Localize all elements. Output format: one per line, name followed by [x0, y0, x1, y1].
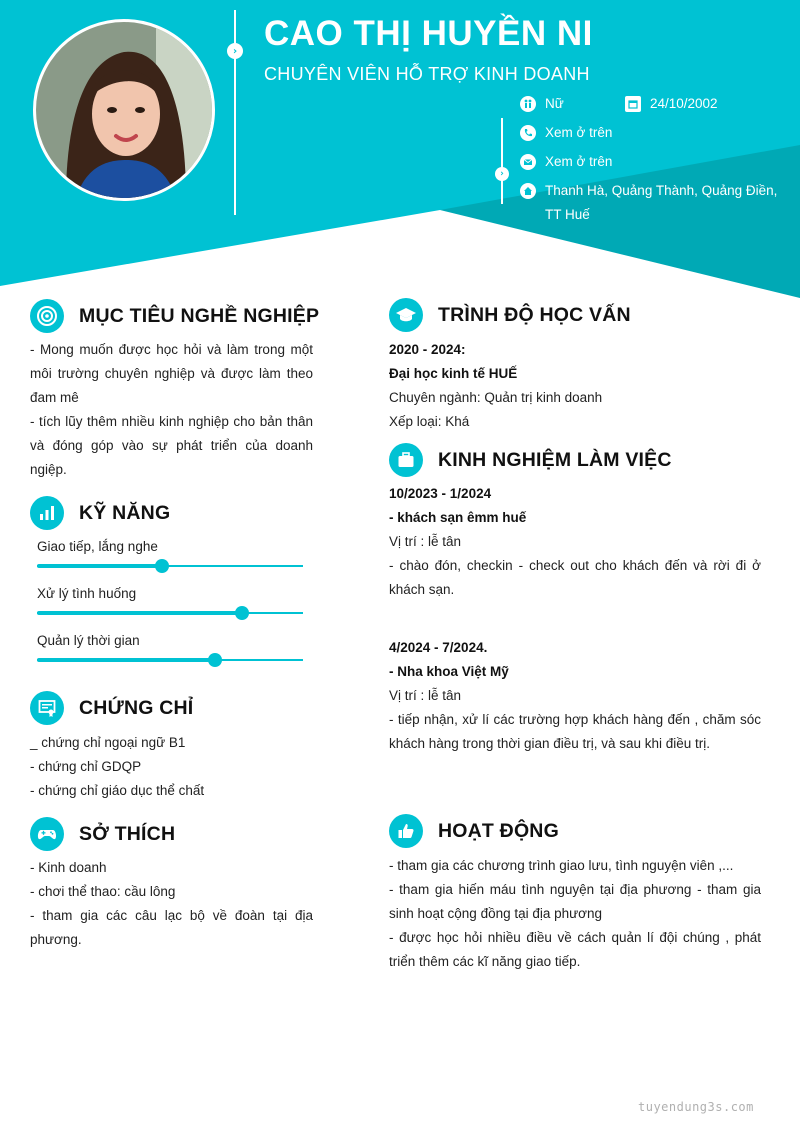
address-line2: TT Huế [545, 207, 590, 222]
activities-section-header [389, 814, 559, 848]
job-period: 10/2023 - 1/2024 [389, 486, 492, 501]
experience-title: KINH NGHIỆM LÀM VIỆC [438, 448, 672, 471]
certificates-text [30, 731, 313, 803]
job-company: - Nha khoa Việt Mỹ [389, 664, 509, 679]
certificates-section-header [30, 691, 193, 725]
skill-fill [37, 564, 162, 568]
skill-item [37, 584, 303, 624]
email-value: Xem ở trên [545, 154, 613, 169]
certificates-title: CHỨNG CHỈ [79, 696, 194, 719]
home-icon [520, 183, 536, 199]
address-line1: Thanh Hà, Quảng Thành, Quảng Điền, [545, 183, 778, 198]
header-divider-line [234, 10, 236, 215]
hobbies-text [30, 856, 313, 952]
email-info [520, 150, 612, 174]
target-icon [30, 299, 64, 333]
skills-section-header [30, 496, 170, 530]
activities-text [389, 854, 761, 974]
bar-chart-icon [30, 496, 64, 530]
phone-info [520, 121, 612, 145]
skill-label: Xử lý tình huống [37, 586, 137, 601]
skill-fill [37, 611, 242, 615]
skill-label: Quản lý thời gian [37, 633, 140, 648]
certificate-icon [30, 691, 64, 725]
job-title: CHUYÊN VIÊN HỖ TRỢ KINH DOANH [264, 64, 590, 84]
gender-icon [520, 96, 536, 112]
skill-knob [208, 653, 222, 667]
job-position: Vị trí : lễ tân [389, 534, 462, 549]
phone-icon [520, 125, 536, 141]
certificate-line: _ chứng chỉ ngoại ngữ B1 [30, 735, 186, 750]
activities-title: HOẠT ĐỘNG [438, 819, 559, 842]
objective-line: - Mong muốn được học hỏi và làm trong một môi trường chuyên nghiệp và được làm theo đam mê [30, 342, 313, 405]
chevron-right-icon: › [227, 43, 243, 59]
education-period: 2020 - 2024: [389, 342, 466, 357]
contact-divider-line [501, 118, 503, 204]
experience-job [389, 482, 761, 602]
gamepad-icon [30, 817, 64, 851]
address-info [520, 179, 777, 227]
objective-section-header [30, 299, 319, 333]
graduation-cap-icon [389, 298, 423, 332]
birthday-info [625, 92, 718, 116]
experience-job [389, 636, 761, 756]
profile-photo [36, 22, 212, 198]
candidate-name: CAO THỊ HUYỀN NI [264, 14, 593, 53]
skills-title: KỸ NĂNG [79, 501, 171, 524]
thumbs-up-icon [389, 814, 423, 848]
skill-fill [37, 658, 215, 662]
job-description: - chào đón, checkin - check out cho khách đến và rời đi ở khách sạn. [389, 558, 761, 597]
hobby-line: - tham gia các câu lạc bộ về đoàn tại địa phương. [30, 908, 313, 947]
education-grade: Xếp loại: Khá [389, 414, 470, 429]
activity-line: - được học hỏi nhiều điều về cách quản lí đội chúng , phát triển thêm các kĩ năng giao tiếp. [389, 930, 761, 969]
education-text [389, 338, 769, 434]
skill-item [37, 631, 303, 671]
objective-text [30, 338, 313, 482]
gender-value: Nữ [545, 96, 564, 111]
job-period: 4/2024 - 7/2024. [389, 640, 488, 655]
education-title: TRÌNH ĐỘ HỌC VẤN [438, 303, 631, 326]
avatar [33, 19, 215, 201]
objective-title: MỤC TIÊU NGHỀ NGHIỆP [79, 304, 320, 327]
certificate-line: - chứng chỉ giáo dục thể chất [30, 783, 205, 798]
skill-label: Giao tiếp, lắng nghe [37, 539, 158, 554]
experience-section-header [389, 443, 672, 477]
job-company: - khách sạn êmm huế [389, 510, 527, 525]
skill-item [37, 537, 303, 577]
watermark: tuyendung3s.com [638, 1100, 754, 1114]
briefcase-icon [389, 443, 423, 477]
hobby-line: - Kinh doanh [30, 860, 107, 875]
email-icon [520, 154, 536, 170]
skill-knob [235, 606, 249, 620]
hobby-line: - chơi thể thao: cầu lông [30, 884, 176, 899]
education-school: Đại học kinh tế HUẾ [389, 366, 518, 381]
phone-value: Xem ở trên [545, 125, 613, 140]
activity-line: - tham gia các chương trình giao lưu, tình nguyện viên ,... [389, 858, 734, 873]
gender-info [520, 92, 564, 116]
job-description: - tiếp nhận, xử lí các trường hợp khách hàng đến , chăm sóc khách hàng trong thời gian điều trị, và sau khi điều trị. [389, 712, 761, 751]
objective-line: - tích lũy thêm nhiều kinh nghiệp cho bản thân và đóng góp vào sự phát triển của doanh ngiệp. [30, 414, 313, 477]
skill-knob [155, 559, 169, 573]
certificate-line: - chứng chỉ GDQP [30, 759, 142, 774]
hobbies-section-header [30, 817, 175, 851]
calendar-icon [625, 96, 641, 112]
job-position: Vị trí : lễ tân [389, 688, 462, 703]
hobbies-title: SỞ THÍCH [79, 822, 176, 845]
birthday-value: 24/10/2002 [650, 96, 718, 111]
education-major: Chuyên ngành: Quản trị kinh doanh [389, 390, 603, 405]
education-section-header [389, 298, 631, 332]
chevron-right-icon: › [495, 167, 509, 181]
activity-line: - tham gia hiến máu tình nguyện tại địa phương - tham gia sinh hoạt cộng đồng tại địa phương [389, 882, 761, 921]
